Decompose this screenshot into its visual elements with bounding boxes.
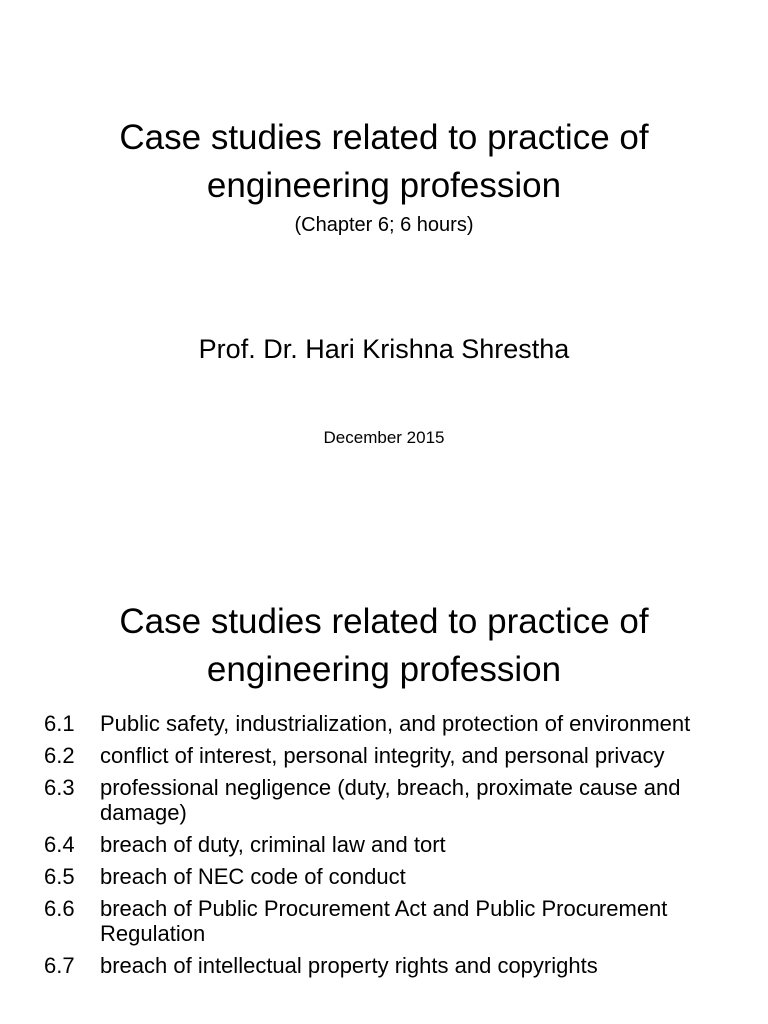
topic-text: breach of duty, criminal law and tort [100,832,446,857]
topic-number: 6.4 [44,832,75,857]
topic-text: breach of Public Procurement Act and Public Procurement Regulation [100,896,668,946]
topic-number: 6.5 [44,864,75,889]
list-item [44,896,724,946]
title-line-2: engineering profession [206,650,562,689]
topic-text: breach of intellectual property rights and copyrights [100,953,598,978]
topic-text: breach of NEC code of conduct [100,864,406,889]
slide-title [0,114,768,210]
topic-number: 6.1 [44,711,75,736]
topic-number: 6.6 [44,896,75,921]
topic-text: conflict of interest, personal integrity, and personal privacy [100,743,665,768]
presentation-date: December 2015 [323,428,445,447]
list-item [44,832,724,857]
topic-list [44,711,724,985]
slide-title [0,598,768,694]
topic-number: 6.7 [44,953,75,978]
author-name: Prof. Dr. Hari Krishna Shrestha [198,334,570,364]
chapter-subtitle: (Chapter 6; 6 hours) [294,214,474,236]
list-item [44,953,724,978]
contents-slide [0,512,768,1024]
topic-number: 6.3 [44,775,75,800]
title-line-2: engineering profession [206,166,562,205]
topic-text: Public safety, industrialization, and protection of environment [100,711,691,736]
list-item [44,775,724,825]
title-line-1: Case studies related to practice of [119,118,649,157]
list-item [44,711,724,736]
list-item [44,743,724,768]
title-line-1: Case studies related to practice of [119,602,649,641]
list-item [44,864,724,889]
topic-number: 6.2 [44,743,75,768]
topic-text: professional negligence (duty, breach, proximate cause and damage) [100,775,681,825]
